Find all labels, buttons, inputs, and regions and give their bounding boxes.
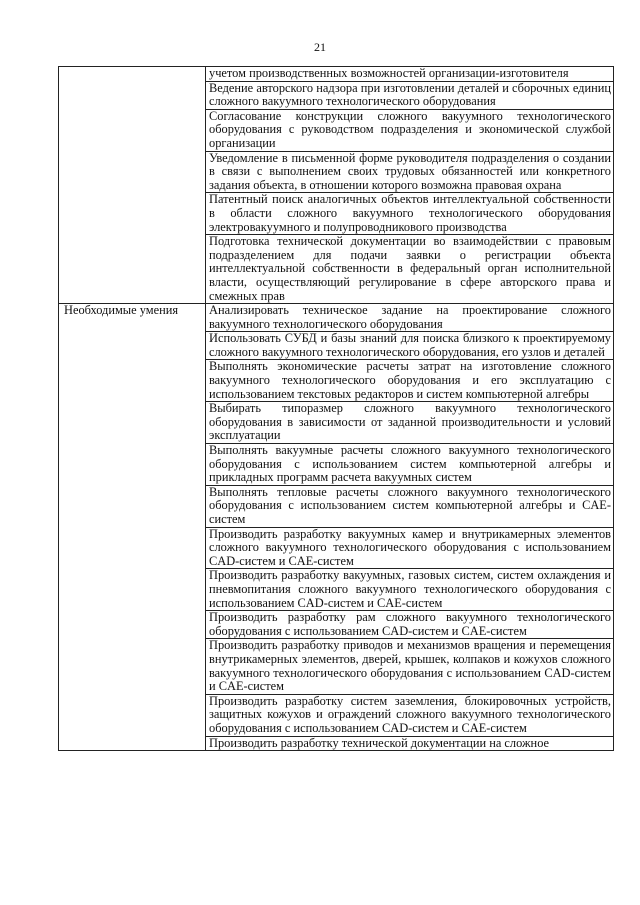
- requirement-text: Использовать СУБД и базы знаний для поиска близкого к проектируемому сложного вакуумного технологического оборудования, его узлов и деталей: [209, 331, 611, 359]
- requirement-cell: [206, 736, 614, 751]
- requirement-text: Производить разработку вакуумных камер и внутрикамерных элементов сложного вакуумного технологического оборудования с использованием CAD-систем и CAE-систем: [209, 526, 611, 568]
- category-cell: [59, 304, 206, 751]
- requirement-text: Производить разработку вакуумных, газовых систем, систем охлаждения и пневмопитания сложного вакуумного технологического оборудования с использованием CAD-систем и CAE-систем: [209, 568, 611, 610]
- requirement-cell: [206, 332, 614, 360]
- table-row: [59, 304, 614, 332]
- requirement-text: Выбирать типоразмер сложного вакуумного технологического оборудования в зависимости от заданной производительности и условий эксплуатации: [209, 401, 611, 443]
- requirement-text: учетом производственных возможностей организации-изготовителя: [209, 66, 569, 80]
- requirement-text: Выполнять вакуумные расчеты сложного вакуумного технологического оборудования с использованием систем компьютерной алгебры и прикладных программ расчета вакуумных систем: [209, 443, 611, 485]
- requirement-cell: [206, 527, 614, 569]
- requirement-text: Патентный поиск аналогичных объектов интеллектуальной собственности в области сложного вакуумного технологического оборудования электровакуумного и полупроводникового производства: [209, 192, 611, 234]
- requirement-text: Ведение авторского надзора при изготовлении деталей и сборочных единиц сложного вакуумного технологического оборудования: [209, 80, 611, 109]
- requirement-text: Производить разработку систем заземления, блокировочных устройств, защитных кожухов и ограждений сложного вакуумного технологического оборудования с использованием CAD-систем и CAE-систем: [209, 693, 611, 735]
- requirement-text: Согласование конструкции сложного вакуумного технологического оборудования с руководством подразделения и экономической службой организации: [209, 108, 611, 150]
- requirement-cell: [206, 235, 614, 304]
- requirement-text: Производить разработку технической документации на сложное: [209, 735, 550, 750]
- requirement-cell: [206, 485, 614, 527]
- requirement-cell: [206, 151, 614, 193]
- requirement-text: Производить разработку рам сложного вакуумного технологического оборудования с использованием CAD-систем и CAE-систем: [209, 610, 611, 638]
- requirement-cell: [206, 304, 614, 332]
- requirement-cell: [206, 81, 614, 109]
- requirement-cell: [206, 639, 614, 694]
- requirement-cell: [206, 611, 614, 639]
- requirement-text: Анализировать техническое задание на проектирование сложного вакуумного технологического оборудования: [209, 303, 611, 331]
- requirements-table: [58, 66, 614, 751]
- table-row: [59, 67, 614, 82]
- requirement-text: Производить разработку приводов и механизмов вращения и перемещения внутрикамерных элементов, дверей, крышек, колпаков и кожухов сложного вакуумного технологического оборудования с использованием CAD-систем и CAE-систем: [209, 638, 611, 694]
- requirement-cell: [206, 444, 614, 486]
- requirement-cell: [206, 694, 614, 736]
- requirement-cell: [206, 193, 614, 235]
- requirement-text: Выполнять тепловые расчеты сложного вакуумного технологического оборудования с использованием систем компьютерной алгебры и CAE-систем: [209, 484, 611, 526]
- requirement-cell: [206, 402, 614, 444]
- category-cell: [59, 67, 206, 304]
- requirement-text: Выполнять экономические расчеты затрат на изготовление сложного вакуумного технологического оборудования и его эксплуатацию с использованием текстовых редакторов и систем компьютерной алгебры: [209, 359, 611, 401]
- requirement-cell: [206, 360, 614, 402]
- requirement-cell: [206, 109, 614, 151]
- requirement-text: Уведомление в письменной форме руководителя подразделения о создании в связи с выполнением своих трудовых обязанностей или конкретного задания объекта, в отношении которого возможна правовая охрана: [209, 150, 611, 192]
- requirement-text: Подготовка технической документации во взаимодействии с правовым подразделением для подачи заявки о регистрации объекта интеллектуальной собственности в федеральный орган исполнительной власти, осуществляющий регулирование в сфере авторского права и смежных прав: [209, 234, 611, 303]
- requirement-cell: [206, 67, 614, 82]
- category-label: Необходимые умения: [64, 303, 179, 318]
- requirement-cell: [206, 569, 614, 611]
- page-number: 21: [314, 40, 326, 54]
